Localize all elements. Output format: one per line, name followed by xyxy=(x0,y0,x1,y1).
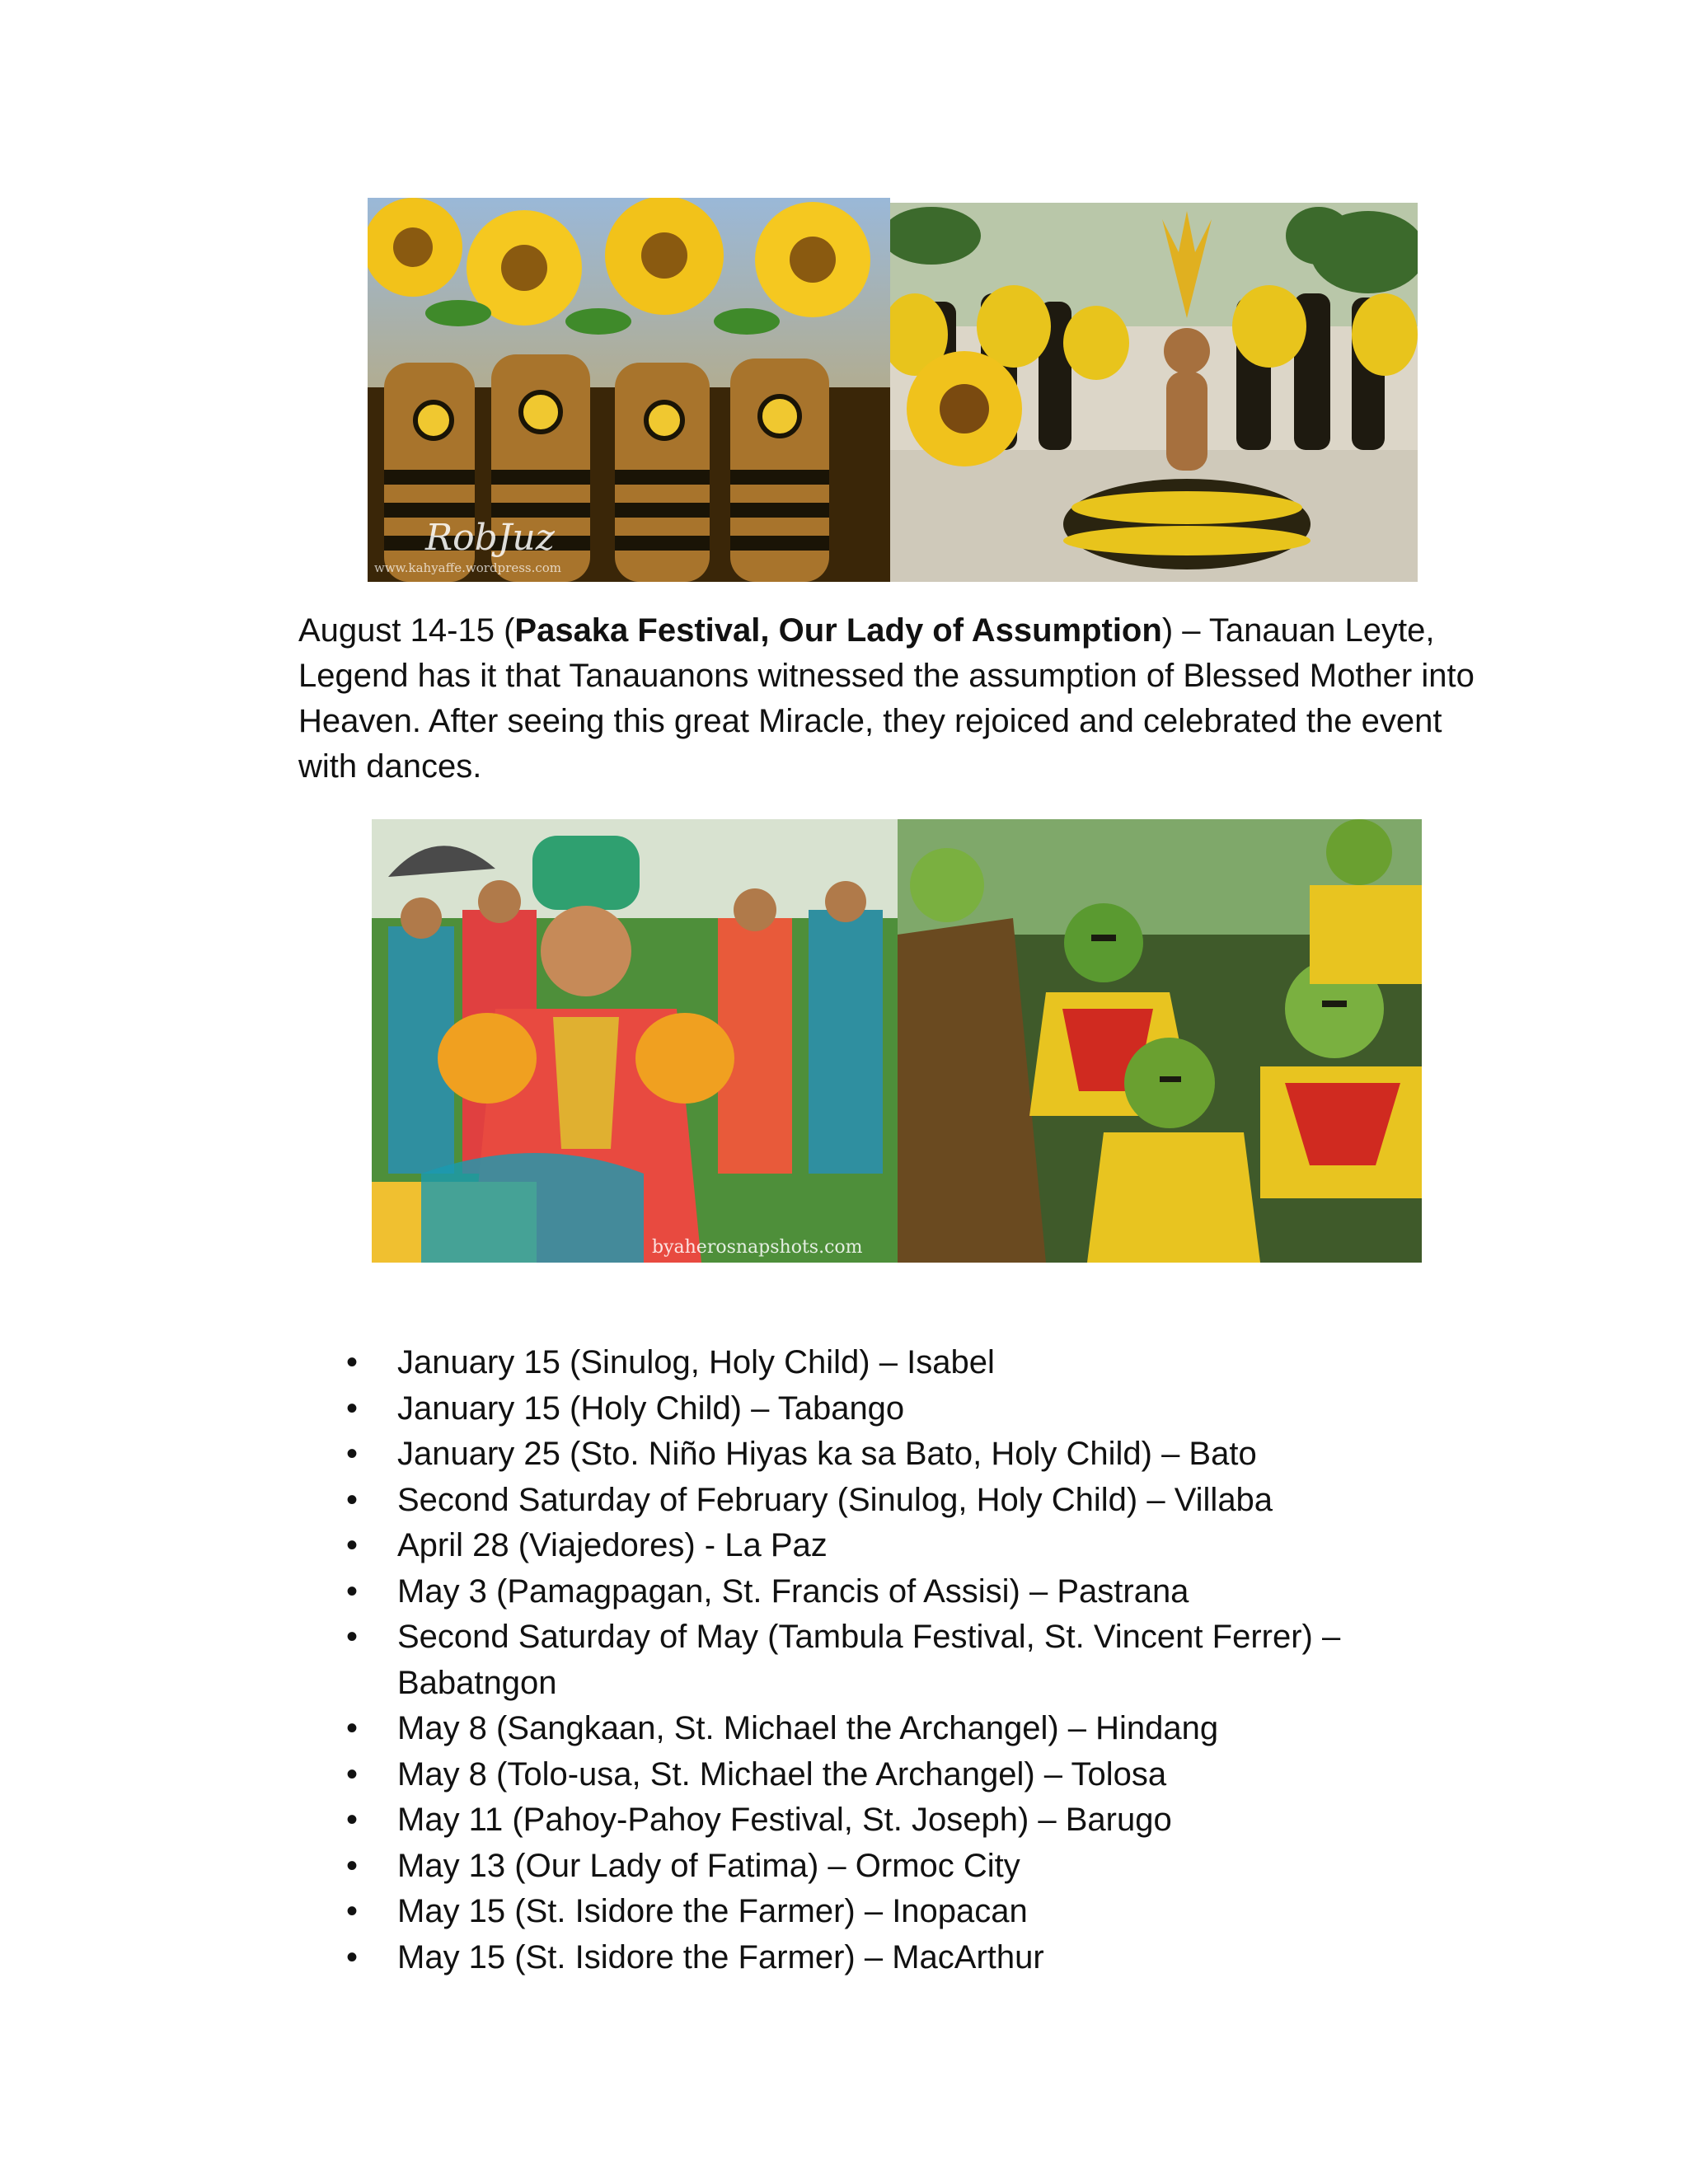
festival-list-item: • May 3 (Pamagpagan, St. Francis of Assisi) – Pastrana xyxy=(346,1569,1418,1615)
festival-list-item: • May 15 (St. Isidore the Farmer) – Inopacan xyxy=(346,1889,1418,1935)
photo-pasaka-bee-costumes xyxy=(890,203,1418,582)
paragraph-body: ) – Tanauan Leyte, Legend has it that Tanauanons witnessed the assumption of Blessed Mother into Heaven. After seeing this great Miracle, they rejoiced and celebrated the event with dances. xyxy=(298,612,1475,785)
photo-festival-red-gold-dancers xyxy=(372,819,898,1263)
festival-list-item: • May 8 (Tolo-usa, St. Michael the Archangel) – Tolosa xyxy=(346,1752,1418,1798)
festival-list xyxy=(346,1340,1418,1980)
festival-list-item: • May 11 (Pahoy-Pahoy Festival, St. Joseph) – Barugo xyxy=(346,1797,1418,1844)
paragraph-festival-title: Pasaka Festival, Our Lady of Assumption xyxy=(514,612,1162,649)
bee-costume-dancers-image xyxy=(890,203,1418,582)
pasaka-festival-paragraph xyxy=(298,608,1502,790)
festival-list-item: • May 13 (Our Lady of Fatima) – Ormoc City xyxy=(346,1844,1418,1890)
photo-festival-painted-faces xyxy=(898,819,1422,1263)
red-gold-dancers-image xyxy=(372,819,898,1263)
festival-list-item: • January 15 (Holy Child) – Tabango xyxy=(346,1386,1418,1432)
paragraph-date: August 14-15 ( xyxy=(298,612,515,649)
festival-list-item: • Second Saturday of May (Tambula Festival, St. Vincent Ferrer) – Babatngon xyxy=(346,1615,1418,1706)
photo-pasaka-sunflower-dancers xyxy=(368,198,890,582)
photographer-signature: RobJuz xyxy=(425,517,555,559)
photo-watermark-url: www.kahyaffe.wordpress.com xyxy=(374,560,562,575)
festival-list-item: • January 25 (Sto. Niño Hiyas ka sa Bato, Holy Child) – Bato xyxy=(346,1432,1418,1478)
painted-face-dancers-image xyxy=(898,819,1422,1263)
festival-list-item: • January 15 (Sinulog, Holy Child) – Isabel xyxy=(346,1340,1418,1386)
photo-credit-watermark: byaherosnapshots.com xyxy=(652,1237,863,1258)
festival-list-item: • May 15 (St. Isidore the Farmer) – MacArthur xyxy=(346,1935,1418,1981)
festival-list-item: • Second Saturday of February (Sinulog, Holy Child) – Villaba xyxy=(346,1478,1418,1524)
festival-list-item: • May 8 (Sangkaan, St. Michael the Archangel) – Hindang xyxy=(346,1706,1418,1752)
festival-list-item: • April 28 (Viajedores) - La Paz xyxy=(346,1523,1418,1569)
